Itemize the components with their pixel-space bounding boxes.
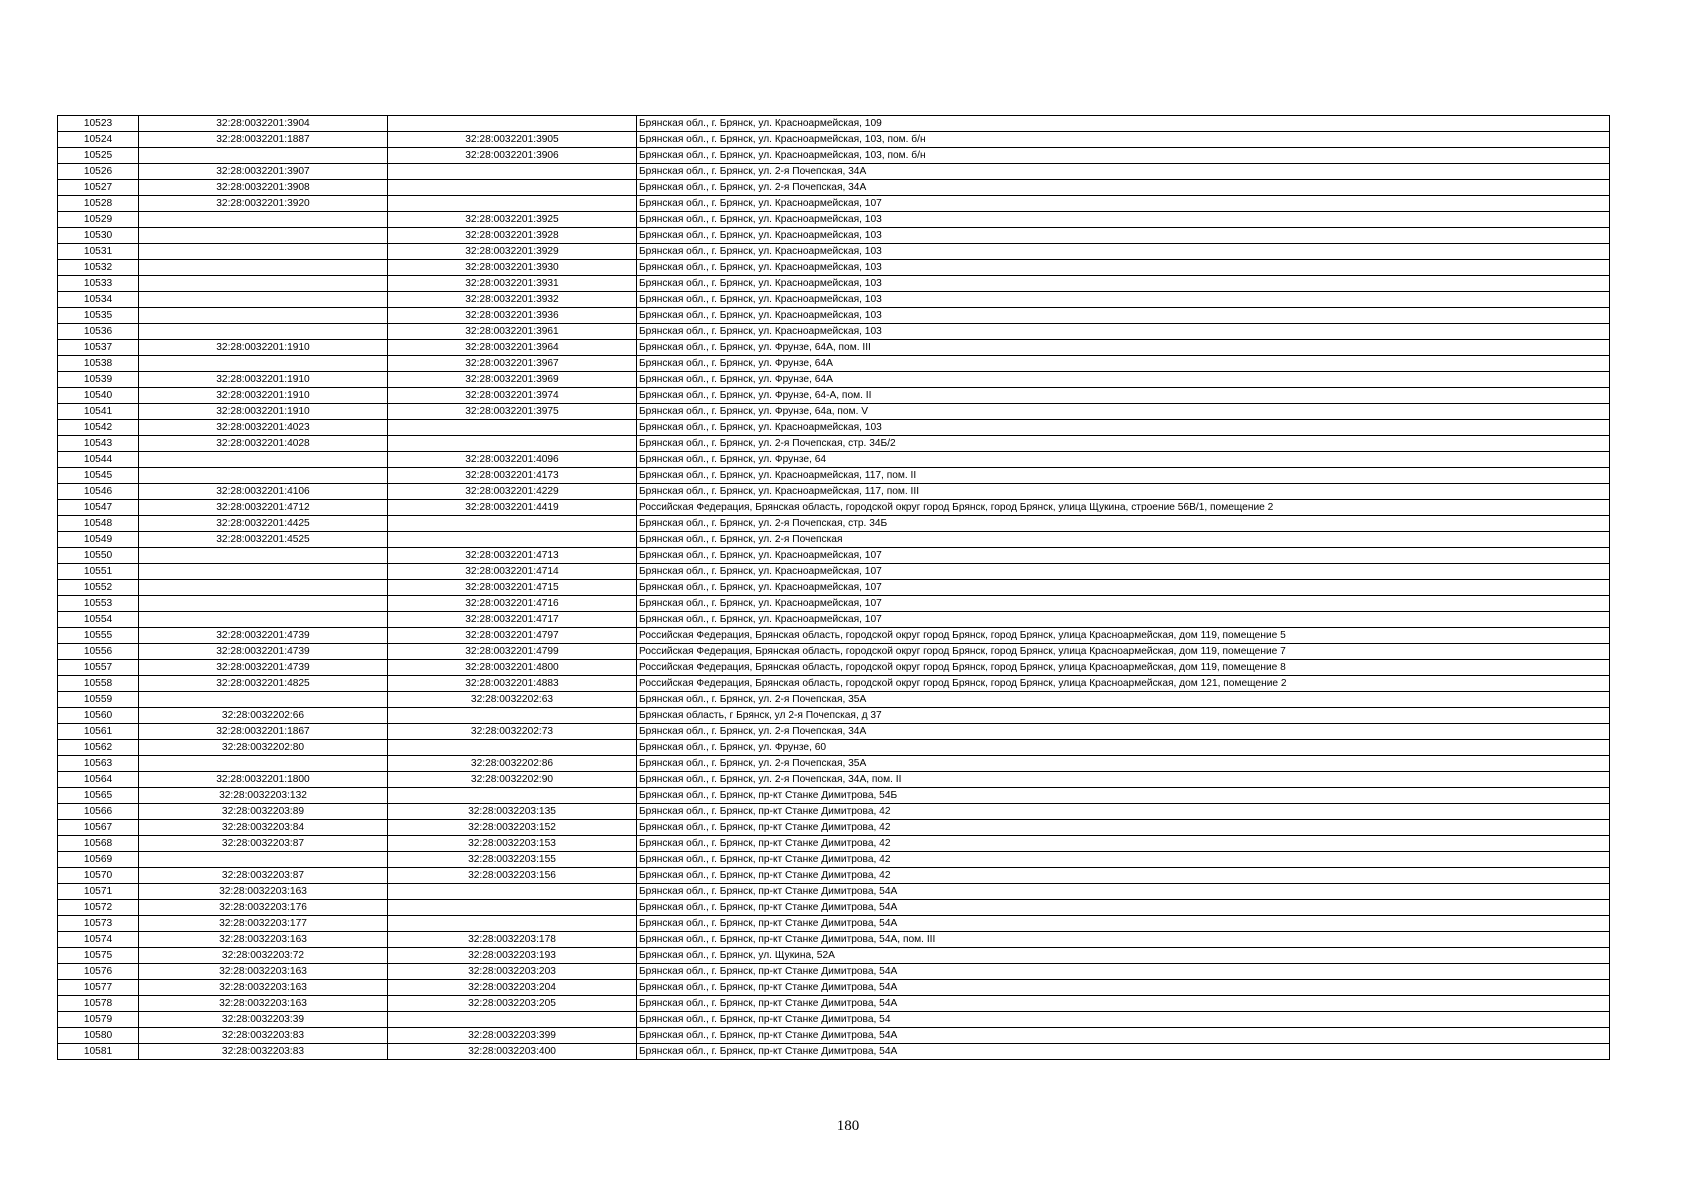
parent-cadastral-number-cell: 32:28:0032201:1910: [139, 388, 388, 404]
address-cell: Брянская обл., г. Брянск, пр-кт Станке Димитрова, 42: [637, 820, 1610, 836]
table-row: [58, 132, 1610, 148]
address-cell: Брянская обл., г. Брянск, ул. 2-я Почепская, стр. 34Б: [637, 516, 1610, 532]
parent-cadastral-number-cell: [139, 452, 388, 468]
table-row: [58, 196, 1610, 212]
cadastral-number-cell: 32:28:0032203:178: [388, 932, 637, 948]
parent-cadastral-number-cell: [139, 596, 388, 612]
cadastral-number-cell: 32:28:0032203:400: [388, 1044, 637, 1060]
address-cell: Брянская обл., г. Брянск, ул. 2-я Почепская, 35А: [637, 692, 1610, 708]
cadastral-number-cell: [388, 532, 637, 548]
address-cell: Российская Федерация, Брянская область, городской округ город Брянск, город Брянск, улица Щукина, строение 56В/1, помещение 2: [637, 500, 1610, 516]
table-row: [58, 244, 1610, 260]
cadastral-number-cell: [388, 116, 637, 132]
address-cell: Брянская обл., г. Брянск, ул. Красноармейская, 103: [637, 292, 1610, 308]
row-number-cell: 10576: [58, 964, 139, 980]
address-cell: Брянская обл., г. Брянск, ул. Красноармейская, 103: [637, 324, 1610, 340]
row-number-cell: 10575: [58, 948, 139, 964]
address-cell: Брянская обл., г. Брянск, ул. Красноармейская, 107: [637, 596, 1610, 612]
cadastral-number-cell: [388, 516, 637, 532]
address-cell: Брянская обл., г. Брянск, ул. Фрунзе, 60: [637, 740, 1610, 756]
address-cell: Брянская обл., г. Брянск, ул. 2-я Почепская, 34А: [637, 724, 1610, 740]
table-row: [58, 596, 1610, 612]
parent-cadastral-number-cell: 32:28:0032201:1910: [139, 372, 388, 388]
table-row: [58, 900, 1610, 916]
table-row: [58, 580, 1610, 596]
row-number-cell: 10581: [58, 1044, 139, 1060]
address-cell: Брянская обл., г. Брянск, пр-кт Станке Димитрова, 54А: [637, 1044, 1610, 1060]
row-number-cell: 10545: [58, 468, 139, 484]
table-row: [58, 1044, 1610, 1060]
table-row: [58, 164, 1610, 180]
parent-cadastral-number-cell: [139, 580, 388, 596]
parent-cadastral-number-cell: 32:28:0032201:1800: [139, 772, 388, 788]
cadastral-number-cell: 32:28:0032202:63: [388, 692, 637, 708]
page-number: 180: [836, 1118, 860, 1134]
parent-cadastral-number-cell: 32:28:0032203:163: [139, 980, 388, 996]
row-number-cell: 10534: [58, 292, 139, 308]
parent-cadastral-number-cell: 32:28:0032203:83: [139, 1028, 388, 1044]
table-row: [58, 740, 1610, 756]
row-number-cell: 10563: [58, 756, 139, 772]
row-number-cell: 10543: [58, 436, 139, 452]
parent-cadastral-number-cell: 32:28:0032201:4425: [139, 516, 388, 532]
address-cell: Брянская обл., г. Брянск, ул. Красноармейская, 103: [637, 228, 1610, 244]
parent-cadastral-number-cell: [139, 756, 388, 772]
row-number-cell: 10551: [58, 564, 139, 580]
row-number-cell: 10538: [58, 356, 139, 372]
parent-cadastral-number-cell: 32:28:0032201:4023: [139, 420, 388, 436]
address-cell: Брянская обл., г. Брянск, ул. Красноармейская, 107: [637, 548, 1610, 564]
row-number-cell: 10546: [58, 484, 139, 500]
table-row: [58, 1028, 1610, 1044]
parent-cadastral-number-cell: 32:28:0032203:176: [139, 900, 388, 916]
address-cell: Российская Федерация, Брянская область, городской округ город Брянск, город Брянск, улица Красноармейская, дом 119, помещение 7: [637, 644, 1610, 660]
row-number-cell: 10555: [58, 628, 139, 644]
cadastral-number-cell: 32:28:0032203:135: [388, 804, 637, 820]
row-number-cell: 10548: [58, 516, 139, 532]
row-number-cell: 10556: [58, 644, 139, 660]
table-row: [58, 260, 1610, 276]
row-number-cell: 10570: [58, 868, 139, 884]
cadastral-number-cell: 32:28:0032203:205: [388, 996, 637, 1012]
address-cell: Брянская область, г Брянск, ул 2-я Почепская, д 37: [637, 708, 1610, 724]
cadastral-number-cell: 32:28:0032201:3929: [388, 244, 637, 260]
cadastral-number-cell: 32:28:0032201:3974: [388, 388, 637, 404]
row-number-cell: 10542: [58, 420, 139, 436]
table-row: [58, 436, 1610, 452]
cadastral-number-cell: [388, 916, 637, 932]
address-cell: Брянская обл., г. Брянск, пр-кт Станке Димитрова, 42: [637, 868, 1610, 884]
row-number-cell: 10536: [58, 324, 139, 340]
cadastral-number-cell: 32:28:0032201:3930: [388, 260, 637, 276]
address-cell: Брянская обл., г. Брянск, ул. Красноармейская, 109: [637, 116, 1610, 132]
table-row: [58, 180, 1610, 196]
cadastral-number-cell: 32:28:0032201:4799: [388, 644, 637, 660]
table-row: [58, 388, 1610, 404]
row-number-cell: 10573: [58, 916, 139, 932]
row-number-cell: 10578: [58, 996, 139, 1012]
table-row: [58, 500, 1610, 516]
address-cell: Брянская обл., г. Брянск, ул. Фрунзе, 64-А, пом. II: [637, 388, 1610, 404]
parent-cadastral-number-cell: 32:28:0032201:4739: [139, 628, 388, 644]
address-cell: Брянская обл., г. Брянск, ул. Красноармейская, 103, пом. б/н: [637, 132, 1610, 148]
table-row: [58, 996, 1610, 1012]
address-cell: Российская Федерация, Брянская область, городской округ город Брянск, город Брянск, улица Красноармейская, дом 119, помещение 5: [637, 628, 1610, 644]
cadastral-number-cell: [388, 900, 637, 916]
parent-cadastral-number-cell: [139, 244, 388, 260]
address-cell: Брянская обл., г. Брянск, ул. 2-я Почепская, 34А: [637, 180, 1610, 196]
parent-cadastral-number-cell: 32:28:0032203:163: [139, 932, 388, 948]
table-row: [58, 612, 1610, 628]
cadastral-number-cell: 32:28:0032201:4716: [388, 596, 637, 612]
parent-cadastral-number-cell: [139, 276, 388, 292]
row-number-cell: 10567: [58, 820, 139, 836]
table-row: [58, 324, 1610, 340]
row-number-cell: 10544: [58, 452, 139, 468]
address-cell: Брянская обл., г. Брянск, пр-кт Станке Димитрова, 42: [637, 836, 1610, 852]
parent-cadastral-number-cell: 32:28:0032201:4525: [139, 532, 388, 548]
cadastral-number-cell: 32:28:0032203:204: [388, 980, 637, 996]
row-number-cell: 10539: [58, 372, 139, 388]
cadastral-number-cell: 32:28:0032201:4717: [388, 612, 637, 628]
address-cell: Брянская обл., г. Брянск, ул. Красноармейская, 103: [637, 212, 1610, 228]
parent-cadastral-number-cell: 32:28:0032201:1910: [139, 340, 388, 356]
parent-cadastral-number-cell: 32:28:0032202:66: [139, 708, 388, 724]
parent-cadastral-number-cell: 32:28:0032203:89: [139, 804, 388, 820]
table-row: [58, 788, 1610, 804]
row-number-cell: 10572: [58, 900, 139, 916]
parent-cadastral-number-cell: [139, 308, 388, 324]
parent-cadastral-number-cell: 32:28:0032203:39: [139, 1012, 388, 1028]
table-row: [58, 676, 1610, 692]
address-cell: Брянская обл., г. Брянск, ул. Красноармейская, 103, пом. б/н: [637, 148, 1610, 164]
table-row: [58, 804, 1610, 820]
table-row: [58, 884, 1610, 900]
table-row: [58, 148, 1610, 164]
cadastral-number-cell: [388, 788, 637, 804]
cadastral-number-cell: 32:28:0032202:86: [388, 756, 637, 772]
row-number-cell: 10554: [58, 612, 139, 628]
parent-cadastral-number-cell: 32:28:0032202:80: [139, 740, 388, 756]
parent-cadastral-number-cell: 32:28:0032201:4825: [139, 676, 388, 692]
row-number-cell: 10529: [58, 212, 139, 228]
cadastral-number-cell: 32:28:0032203:399: [388, 1028, 637, 1044]
address-cell: Брянская обл., г. Брянск, пр-кт Станке Димитрова, 54А: [637, 980, 1610, 996]
address-cell: Брянская обл., г. Брянск, пр-кт Станке Димитрова, 54А: [637, 996, 1610, 1012]
row-number-cell: 10530: [58, 228, 139, 244]
parent-cadastral-number-cell: [139, 148, 388, 164]
cadastral-number-cell: 32:28:0032202:73: [388, 724, 637, 740]
parent-cadastral-number-cell: [139, 612, 388, 628]
row-number-cell: 10526: [58, 164, 139, 180]
row-number-cell: 10565: [58, 788, 139, 804]
table-row: [58, 1012, 1610, 1028]
parent-cadastral-number-cell: [139, 852, 388, 868]
table-row: [58, 660, 1610, 676]
table-row: [58, 516, 1610, 532]
parent-cadastral-number-cell: 32:28:0032203:132: [139, 788, 388, 804]
table-row: [58, 692, 1610, 708]
address-cell: Брянская обл., г. Брянск, ул. Красноармейская, 103: [637, 308, 1610, 324]
table-row: [58, 564, 1610, 580]
parent-cadastral-number-cell: [139, 356, 388, 372]
table-row: [58, 292, 1610, 308]
table-row: [58, 340, 1610, 356]
cadastral-number-cell: [388, 740, 637, 756]
address-cell: Брянская обл., г. Брянск, ул. Красноармейская, 107: [637, 580, 1610, 596]
row-number-cell: 10579: [58, 1012, 139, 1028]
parent-cadastral-number-cell: [139, 260, 388, 276]
table-row: [58, 228, 1610, 244]
address-cell: Брянская обл., г. Брянск, ул. 2-я Почепская, 34А, пом. II: [637, 772, 1610, 788]
table-row: [58, 820, 1610, 836]
parent-cadastral-number-cell: 32:28:0032203:87: [139, 868, 388, 884]
cadastral-number-cell: 32:28:0032203:193: [388, 948, 637, 964]
address-cell: Брянская обл., г. Брянск, ул. Фрунзе, 64А, пом. III: [637, 340, 1610, 356]
parent-cadastral-number-cell: [139, 228, 388, 244]
row-number-cell: 10557: [58, 660, 139, 676]
address-cell: Брянская обл., г. Брянск, пр-кт Станке Димитрова, 42: [637, 852, 1610, 868]
table-row: [58, 420, 1610, 436]
cadastral-number-cell: 32:28:0032201:3967: [388, 356, 637, 372]
parent-cadastral-number-cell: 32:28:0032201:4739: [139, 644, 388, 660]
cadastral-number-cell: 32:28:0032201:3964: [388, 340, 637, 356]
row-number-cell: 10540: [58, 388, 139, 404]
parent-cadastral-number-cell: 32:28:0032201:3920: [139, 196, 388, 212]
cadastral-number-cell: 32:28:0032201:3928: [388, 228, 637, 244]
cadastral-number-cell: 32:28:0032201:3975: [388, 404, 637, 420]
row-number-cell: 10560: [58, 708, 139, 724]
table-row: [58, 868, 1610, 884]
row-number-cell: 10532: [58, 260, 139, 276]
table-row: [58, 356, 1610, 372]
parent-cadastral-number-cell: [139, 564, 388, 580]
cadastral-number-cell: [388, 884, 637, 900]
cadastral-number-cell: 32:28:0032201:3932: [388, 292, 637, 308]
row-number-cell: 10524: [58, 132, 139, 148]
cadastral-number-cell: 32:28:0032201:3936: [388, 308, 637, 324]
parent-cadastral-number-cell: 32:28:0032203:163: [139, 996, 388, 1012]
cadastral-number-cell: [388, 180, 637, 196]
table-row: [58, 836, 1610, 852]
row-number-cell: 10569: [58, 852, 139, 868]
row-number-cell: 10558: [58, 676, 139, 692]
cadastral-number-cell: [388, 164, 637, 180]
register-table-body: [58, 116, 1610, 1060]
cadastral-number-cell: 32:28:0032201:3906: [388, 148, 637, 164]
cadastral-number-cell: [388, 196, 637, 212]
address-cell: Брянская обл., г. Брянск, ул. 2-я Почепская, 35А: [637, 756, 1610, 772]
parent-cadastral-number-cell: [139, 692, 388, 708]
address-cell: Российская Федерация, Брянская область, городской округ город Брянск, город Брянск, улица Красноармейская, дом 119, помещение 8: [637, 660, 1610, 676]
row-number-cell: 10552: [58, 580, 139, 596]
cadastral-number-cell: 32:28:0032201:3961: [388, 324, 637, 340]
cadastral-number-cell: 32:28:0032201:4883: [388, 676, 637, 692]
row-number-cell: 10561: [58, 724, 139, 740]
cadastral-number-cell: 32:28:0032201:4229: [388, 484, 637, 500]
parent-cadastral-number-cell: [139, 324, 388, 340]
address-cell: Брянская обл., г. Брянск, ул. Красноармейская, 103: [637, 276, 1610, 292]
cadastral-number-cell: [388, 436, 637, 452]
register-table: [57, 115, 1610, 1060]
row-number-cell: 10571: [58, 884, 139, 900]
address-cell: Брянская обл., г. Брянск, пр-кт Станке Димитрова, 54А: [637, 1028, 1610, 1044]
table-row: [58, 308, 1610, 324]
address-cell: Российская Федерация, Брянская область, городской округ город Брянск, город Брянск, улица Красноармейская, дом 121, помещение 2: [637, 676, 1610, 692]
table-row: [58, 772, 1610, 788]
parent-cadastral-number-cell: 32:28:0032203:72: [139, 948, 388, 964]
row-number-cell: 10535: [58, 308, 139, 324]
cadastral-number-cell: 32:28:0032202:90: [388, 772, 637, 788]
table-row: [58, 964, 1610, 980]
address-cell: Брянская обл., г. Брянск, ул. Красноармейская, 117, пом. II: [637, 468, 1610, 484]
address-cell: Брянская обл., г. Брянск, ул. Красноармейская, 107: [637, 612, 1610, 628]
cadastral-number-cell: 32:28:0032201:4714: [388, 564, 637, 580]
table-row: [58, 116, 1610, 132]
row-number-cell: 10531: [58, 244, 139, 260]
row-number-cell: 10550: [58, 548, 139, 564]
address-cell: Брянская обл., г. Брянск, ул. Красноармейская, 103: [637, 260, 1610, 276]
address-cell: Брянская обл., г. Брянск, пр-кт Станке Димитрова, 54А: [637, 884, 1610, 900]
cadastral-number-cell: 32:28:0032201:4715: [388, 580, 637, 596]
address-cell: Брянская обл., г. Брянск, ул. Красноармейская, 117, пом. III: [637, 484, 1610, 500]
table-row: [58, 708, 1610, 724]
row-number-cell: 10527: [58, 180, 139, 196]
address-cell: Брянская обл., г. Брянск, ул. Фрунзе, 64А: [637, 356, 1610, 372]
parent-cadastral-number-cell: 32:28:0032201:4106: [139, 484, 388, 500]
parent-cadastral-number-cell: 32:28:0032203:83: [139, 1044, 388, 1060]
table-row: [58, 532, 1610, 548]
parent-cadastral-number-cell: 32:28:0032201:4739: [139, 660, 388, 676]
cadastral-number-cell: 32:28:0032201:4800: [388, 660, 637, 676]
parent-cadastral-number-cell: 32:28:0032203:163: [139, 884, 388, 900]
cadastral-number-cell: [388, 1012, 637, 1028]
parent-cadastral-number-cell: 32:28:0032201:3908: [139, 180, 388, 196]
table-row: [58, 948, 1610, 964]
address-cell: Брянская обл., г. Брянск, пр-кт Станке Димитрова, 54Б: [637, 788, 1610, 804]
cadastral-number-cell: 32:28:0032203:155: [388, 852, 637, 868]
row-number-cell: 10523: [58, 116, 139, 132]
table-row: [58, 548, 1610, 564]
cadastral-number-cell: 32:28:0032203:203: [388, 964, 637, 980]
row-number-cell: 10533: [58, 276, 139, 292]
table-row: [58, 644, 1610, 660]
address-cell: Брянская обл., г. Брянск, пр-кт Станке Димитрова, 54А, пом. III: [637, 932, 1610, 948]
address-cell: Брянская обл., г. Брянск, ул. 2-я Почепская: [637, 532, 1610, 548]
address-cell: Брянская обл., г. Брянск, ул. Красноармейская, 103: [637, 244, 1610, 260]
parent-cadastral-number-cell: 32:28:0032203:163: [139, 964, 388, 980]
cadastral-number-cell: 32:28:0032203:156: [388, 868, 637, 884]
address-cell: Брянская обл., г. Брянск, ул. Фрунзе, 64: [637, 452, 1610, 468]
row-number-cell: 10568: [58, 836, 139, 852]
cadastral-number-cell: [388, 420, 637, 436]
row-number-cell: 10566: [58, 804, 139, 820]
parent-cadastral-number-cell: 32:28:0032201:4712: [139, 500, 388, 516]
table-row: [58, 372, 1610, 388]
row-number-cell: 10547: [58, 500, 139, 516]
row-number-cell: 10580: [58, 1028, 139, 1044]
cadastral-number-cell: 32:28:0032201:4713: [388, 548, 637, 564]
table-row: [58, 276, 1610, 292]
row-number-cell: 10559: [58, 692, 139, 708]
cadastral-number-cell: 32:28:0032203:152: [388, 820, 637, 836]
parent-cadastral-number-cell: [139, 212, 388, 228]
address-cell: Брянская обл., г. Брянск, ул. 2-я Почепская, стр. 34Б/2: [637, 436, 1610, 452]
address-cell: Брянская обл., г. Брянск, ул. 2-я Почепская, 34А: [637, 164, 1610, 180]
table-row: [58, 468, 1610, 484]
table-row: [58, 932, 1610, 948]
address-cell: Брянская обл., г. Брянск, ул. Фрунзе, 64а, пом. V: [637, 404, 1610, 420]
address-cell: Брянская обл., г. Брянск, ул. Красноармейская, 103: [637, 420, 1610, 436]
table-row: [58, 404, 1610, 420]
row-number-cell: 10562: [58, 740, 139, 756]
row-number-cell: 10564: [58, 772, 139, 788]
table-row: [58, 212, 1610, 228]
row-number-cell: 10577: [58, 980, 139, 996]
parent-cadastral-number-cell: 32:28:0032203:84: [139, 820, 388, 836]
table-row: [58, 484, 1610, 500]
table-row: [58, 628, 1610, 644]
cadastral-number-cell: 32:28:0032201:4797: [388, 628, 637, 644]
parent-cadastral-number-cell: 32:28:0032203:87: [139, 836, 388, 852]
cadastral-number-cell: 32:28:0032201:3925: [388, 212, 637, 228]
address-cell: Брянская обл., г. Брянск, ул. Красноармейская, 107: [637, 196, 1610, 212]
table-row: [58, 852, 1610, 868]
address-cell: Брянская обл., г. Брянск, пр-кт Станке Димитрова, 54А: [637, 964, 1610, 980]
parent-cadastral-number-cell: [139, 548, 388, 564]
parent-cadastral-number-cell: [139, 468, 388, 484]
row-number-cell: 10549: [58, 532, 139, 548]
table-row: [58, 452, 1610, 468]
cadastral-number-cell: 32:28:0032201:3905: [388, 132, 637, 148]
parent-cadastral-number-cell: 32:28:0032203:177: [139, 916, 388, 932]
address-cell: Брянская обл., г. Брянск, пр-кт Станке Димитрова, 54А: [637, 916, 1610, 932]
table-row: [58, 756, 1610, 772]
parent-cadastral-number-cell: 32:28:0032201:3904: [139, 116, 388, 132]
address-cell: Брянская обл., г. Брянск, пр-кт Станке Димитрова, 42: [637, 804, 1610, 820]
cadastral-number-cell: 32:28:0032201:4096: [388, 452, 637, 468]
address-cell: Брянская обл., г. Брянск, пр-кт Станке Димитрова, 54: [637, 1012, 1610, 1028]
address-cell: Брянская обл., г. Брянск, пр-кт Станке Димитрова, 54А: [637, 900, 1610, 916]
row-number-cell: 10528: [58, 196, 139, 212]
cadastral-number-cell: 32:28:0032201:4173: [388, 468, 637, 484]
address-cell: Брянская обл., г. Брянск, ул. Фрунзе, 64А: [637, 372, 1610, 388]
row-number-cell: 10525: [58, 148, 139, 164]
table-row: [58, 916, 1610, 932]
parent-cadastral-number-cell: 32:28:0032201:1867: [139, 724, 388, 740]
cadastral-number-cell: 32:28:0032201:3969: [388, 372, 637, 388]
parent-cadastral-number-cell: 32:28:0032201:1910: [139, 404, 388, 420]
row-number-cell: 10574: [58, 932, 139, 948]
cadastral-number-cell: 32:28:0032201:4419: [388, 500, 637, 516]
row-number-cell: 10541: [58, 404, 139, 420]
parent-cadastral-number-cell: 32:28:0032201:3907: [139, 164, 388, 180]
cadastral-number-cell: [388, 708, 637, 724]
address-cell: Брянская обл., г. Брянск, ул. Красноармейская, 107: [637, 564, 1610, 580]
address-cell: Брянская обл., г. Брянск, ул. Щукина, 52А: [637, 948, 1610, 964]
row-number-cell: 10537: [58, 340, 139, 356]
table-row: [58, 724, 1610, 740]
table-row: [58, 980, 1610, 996]
cadastral-number-cell: 32:28:0032203:153: [388, 836, 637, 852]
cadastral-number-cell: 32:28:0032201:3931: [388, 276, 637, 292]
row-number-cell: 10553: [58, 596, 139, 612]
parent-cadastral-number-cell: 32:28:0032201:4028: [139, 436, 388, 452]
parent-cadastral-number-cell: [139, 292, 388, 308]
parent-cadastral-number-cell: 32:28:0032201:1887: [139, 132, 388, 148]
